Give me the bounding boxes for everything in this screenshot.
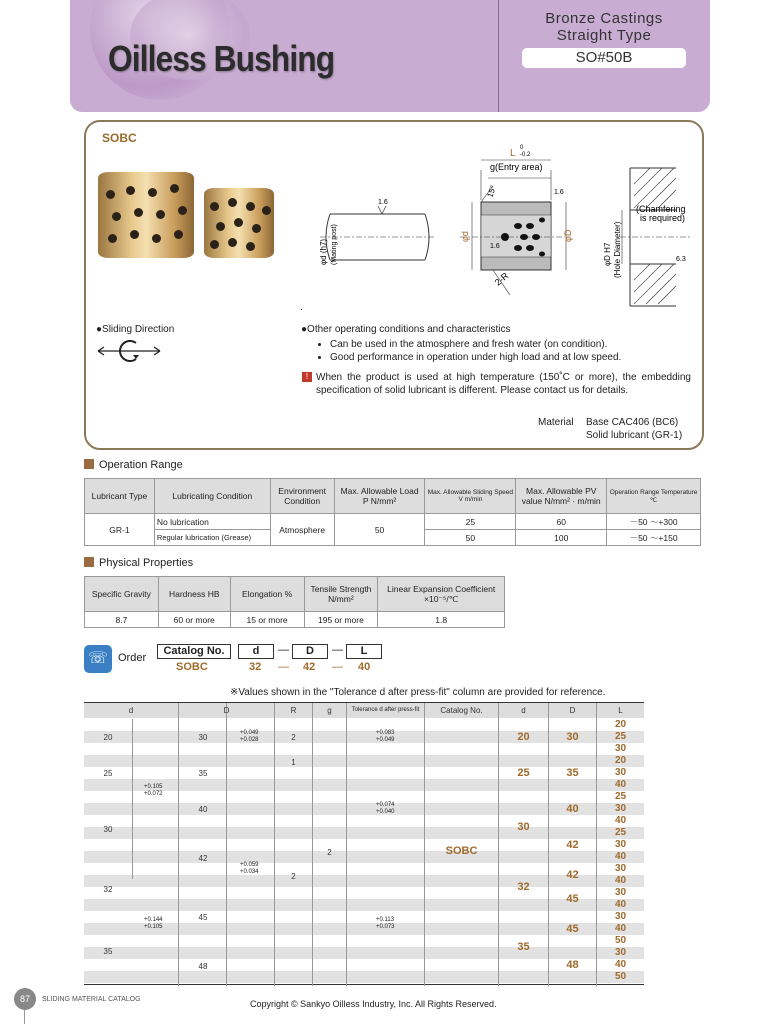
dim-right-D: 30 xyxy=(566,731,579,743)
dim-press-tol: +0.083 xyxy=(376,730,395,736)
dimension-table xyxy=(84,702,644,985)
shaft-diameter-label: φd (h7) xyxy=(319,238,328,265)
dim-D-tol: +0.049 xyxy=(240,730,259,736)
order-example-L: 40 xyxy=(358,661,371,673)
category-line1: Bronze Castings xyxy=(545,10,663,27)
dim-header: R xyxy=(290,706,297,715)
phys-header: Hardness HB xyxy=(158,577,230,612)
phys-value: 60 or more xyxy=(158,612,230,628)
hole-sub-label: (Hole Diameter) xyxy=(613,221,622,278)
dim-L-value: 40 xyxy=(614,851,627,862)
sliding-direction-label: ●Sliding Direction xyxy=(96,324,175,335)
dim-header: Catalog No. xyxy=(440,706,483,715)
dim-D-tol: +0.034 xyxy=(240,869,259,875)
shaft-sub-label: (Mating post) xyxy=(331,224,338,265)
dim-right-d: 25 xyxy=(517,767,530,779)
operation-range-title xyxy=(84,459,183,471)
dim-L-value: 20 xyxy=(614,719,627,730)
hole-diameter-label: φD H7 xyxy=(603,242,612,266)
op-lubricant: GR-1 xyxy=(85,514,155,546)
dim-header: D xyxy=(569,706,576,715)
dim-press-tol: +0.040 xyxy=(376,809,395,815)
dim-g: 2 xyxy=(327,848,332,857)
dim-header: L xyxy=(618,706,623,715)
dim-D: 42 xyxy=(198,854,208,863)
dim-right-D: 35 xyxy=(566,767,579,779)
dim-row-stripe xyxy=(84,779,644,791)
order-example-code: SOBC xyxy=(176,661,208,673)
dim-d-tol: +0.144 xyxy=(144,917,163,923)
roughness-inner: 1.6 xyxy=(490,243,500,250)
reference-note: ※Values shown in the "Tolerance d after press-fit" column are provided for reference. xyxy=(230,687,606,698)
footer-line xyxy=(24,1010,25,1024)
dim-right-d: 35 xyxy=(517,941,530,953)
dim-L-value: 30 xyxy=(614,887,627,898)
dim-L-value: 30 xyxy=(614,911,627,922)
order-L-box: L xyxy=(346,644,382,659)
phys-value: 1.8 xyxy=(378,612,505,628)
dim-right-D: 45 xyxy=(566,893,579,905)
chamfer-angle-label: 15° xyxy=(485,184,499,199)
op-temp: －50 ～+300 xyxy=(607,514,701,530)
material-base: Base CAC406 (BC6) xyxy=(586,417,679,428)
op-condition: No lubrication xyxy=(154,514,270,530)
radius-label: 2-R xyxy=(492,270,511,288)
op-condition: Regular lubrication (Grease) xyxy=(154,530,270,546)
dim-L-value: 40 xyxy=(614,875,627,886)
physical-title-text: Physical Properties xyxy=(99,557,194,569)
phys-header: Tensile Strength N/mm² xyxy=(304,577,378,612)
page-number: 87 xyxy=(14,988,36,1010)
dim-L-value: 40 xyxy=(614,959,627,970)
category-line2: Straight Type xyxy=(556,27,652,44)
dim-press-tol: +0.049 xyxy=(376,737,395,743)
dim-row-stripe xyxy=(84,827,644,839)
op-header: Max. Allowable Load P N/mm² xyxy=(334,479,425,514)
dim-D: 40 xyxy=(198,805,208,814)
dim-press-tol: +0.073 xyxy=(376,924,395,930)
drawing-dot: . xyxy=(300,302,303,310)
dim-L-value: 30 xyxy=(614,767,627,778)
dim-right-D: 42 xyxy=(566,869,579,881)
physical-properties-table xyxy=(84,576,505,628)
dim-L-value: 30 xyxy=(614,839,627,850)
roughness-hole: 6.3 xyxy=(676,256,686,263)
dim-d: 30 xyxy=(103,825,113,834)
dim-d-tol: +0.105 xyxy=(144,784,163,790)
dim-L-value: 20 xyxy=(614,755,627,766)
order-example-d: 32 xyxy=(249,661,262,673)
sliding-direction-icon xyxy=(96,338,162,364)
length-tol-lower: -0.2 xyxy=(520,152,531,158)
op-header: Environment Condition xyxy=(270,479,334,514)
order-label: Order xyxy=(118,652,147,664)
dim-header: g xyxy=(327,706,332,715)
bushing-photo-small xyxy=(204,188,274,258)
phys-value: 8.7 xyxy=(85,612,159,628)
dim-D: 45 xyxy=(198,913,208,922)
dim-right-D: 45 xyxy=(566,923,579,935)
conditions-list xyxy=(330,338,700,364)
length-label: L xyxy=(510,148,516,159)
order-dash: — xyxy=(278,644,289,656)
op-pv: 100 xyxy=(516,530,607,546)
dim-L-value: 40 xyxy=(614,815,627,826)
outer-diameter-label: φD xyxy=(563,229,573,242)
header-banner xyxy=(70,0,710,112)
dim-row-stripe xyxy=(84,851,644,863)
bushing-photo-large xyxy=(98,172,194,258)
op-speed: 25 xyxy=(425,514,516,530)
material-label: Material xyxy=(538,417,574,428)
order-D-box: D xyxy=(292,644,328,659)
dim-press-tol: +0.113 xyxy=(376,917,395,923)
dim-d-tol: +0.105 xyxy=(144,924,163,930)
dim-L-value: 30 xyxy=(614,743,627,754)
dim-right-d: 30 xyxy=(517,821,530,833)
order-d-box: d xyxy=(238,644,274,659)
dim-D: 35 xyxy=(198,769,208,778)
product-code: SOBC xyxy=(102,131,137,145)
dim-D: 48 xyxy=(198,962,208,971)
dim-L-value: 30 xyxy=(614,863,627,874)
phys-header: Specific Gravity xyxy=(85,577,159,612)
catalog-number-badge: SO#50B xyxy=(522,48,686,68)
dim-D: 30 xyxy=(198,733,208,742)
order-dash: — xyxy=(332,644,343,656)
condition-item: • Good performance in operation under high load and at low speed. xyxy=(330,351,700,364)
dim-L-value: 40 xyxy=(614,779,627,790)
op-header: Lubricant Type xyxy=(85,479,155,514)
conditions-heading: ●Other operating conditions and characteristics xyxy=(301,324,511,335)
dim-d: 35 xyxy=(103,947,113,956)
dim-catalog: SOBC xyxy=(445,845,478,857)
dim-header: d xyxy=(521,706,526,715)
dim-right-D: 42 xyxy=(566,839,579,851)
housing-hole-drawing xyxy=(620,168,690,306)
op-environment: Atmosphere xyxy=(270,514,334,546)
dim-D-tol: +0.059 xyxy=(240,862,259,868)
operation-range-table xyxy=(84,478,701,546)
dim-header: Tolerance d after press-fit xyxy=(351,707,420,713)
op-temp: －50 ～+150 xyxy=(607,530,701,546)
phys-header: Elongation % xyxy=(230,577,304,612)
order-dash: — xyxy=(332,661,343,673)
warning-text: When the product is used at high temperature (150˚C or more), the embedding specification of solid lubricant is different. Please contact us for details. xyxy=(316,372,691,396)
roughness-outer: 1.6 xyxy=(554,189,564,196)
entry-area-label: g(Entry area) xyxy=(490,162,543,172)
dim-d: 20 xyxy=(103,733,113,742)
dim-row-stripe xyxy=(84,947,644,959)
dim-L-value: 40 xyxy=(614,923,627,934)
dim-right-d: 20 xyxy=(517,731,530,743)
op-speed: 50 xyxy=(425,530,516,546)
dim-L-value: 25 xyxy=(614,827,627,838)
phys-value: 195 or more xyxy=(304,612,378,628)
op-pv: 60 xyxy=(516,514,607,530)
phys-header: Linear Expansion Coefficient ×10⁻⁵/℃ xyxy=(378,577,505,612)
dim-d-tol: +0.072 xyxy=(144,791,163,797)
operation-range-title-text: Operation Range xyxy=(99,459,183,471)
dim-L-value: 25 xyxy=(614,731,627,742)
order-example-D: 42 xyxy=(303,661,316,673)
order-dash: — xyxy=(278,661,289,673)
op-header: Operation Range Temperature ℃ xyxy=(607,479,701,514)
chamfer-note-2: is required) xyxy=(640,213,686,223)
roughness-shaft: 1.6 xyxy=(378,199,388,206)
footer-catalog-name: SLIDING MATERIAL CATALOG xyxy=(42,996,141,1003)
category-label xyxy=(498,10,710,44)
bushing-section-drawing xyxy=(460,160,566,295)
dim-right-D: 40 xyxy=(566,803,579,815)
physical-title xyxy=(84,557,193,569)
dim-L-value: 30 xyxy=(614,947,627,958)
dim-R: 2 xyxy=(291,733,296,742)
dim-row-stripe xyxy=(84,971,644,983)
dim-L-column xyxy=(597,719,644,983)
dim-right-d: 32 xyxy=(517,881,530,893)
material-lubricant: Solid lubricant (GR-1) xyxy=(586,430,683,441)
dim-D-tol: +0.028 xyxy=(240,737,259,743)
op-load: 50 xyxy=(334,514,425,546)
dim-R: 1 xyxy=(291,758,296,767)
dim-L-value: 50 xyxy=(614,935,627,946)
dim-R: 2 xyxy=(291,872,296,881)
dim-L-value: 25 xyxy=(614,791,627,802)
condition-item: • Can be used in the atmosphere and fresh water (on condition). xyxy=(330,338,700,351)
footer-copyright: Copyright © Sankyo Oilless Industry, Inc. All Rights Reserved. xyxy=(250,999,497,1009)
phone-icon: ☏ xyxy=(84,645,112,673)
op-header: Lubricating Condition xyxy=(154,479,270,514)
dim-L-value: 30 xyxy=(614,803,627,814)
phys-value: 15 or more xyxy=(230,612,304,628)
op-header: Max. Allowable PV value N/mm² · m/min xyxy=(516,479,607,514)
warning-icon: ! xyxy=(302,372,312,382)
inner-diameter-label: φd xyxy=(460,231,470,242)
section-marker xyxy=(84,459,94,469)
dim-d: 32 xyxy=(103,885,113,894)
order-catalog-box: Catalog No. xyxy=(157,644,231,659)
dim-header: D xyxy=(223,706,230,715)
dim-L-value: 50 xyxy=(614,971,627,982)
op-header: Max. Allowable Sliding Speed V m/min xyxy=(425,479,516,514)
chamfer-note-1: (Chamfering xyxy=(636,204,686,214)
dim-press-tol: +0.074 xyxy=(376,802,395,808)
length-tol-upper: 0 xyxy=(520,145,524,151)
dim-L-value: 40 xyxy=(614,899,627,910)
section-marker xyxy=(84,557,94,567)
dim-row-stripe xyxy=(84,755,644,767)
dim-header: d xyxy=(128,706,134,715)
dim-d: 25 xyxy=(103,769,113,778)
page-title: Oilless Bushing xyxy=(108,38,335,79)
dim-right-D: 48 xyxy=(566,959,579,971)
technical-drawing xyxy=(300,140,700,310)
